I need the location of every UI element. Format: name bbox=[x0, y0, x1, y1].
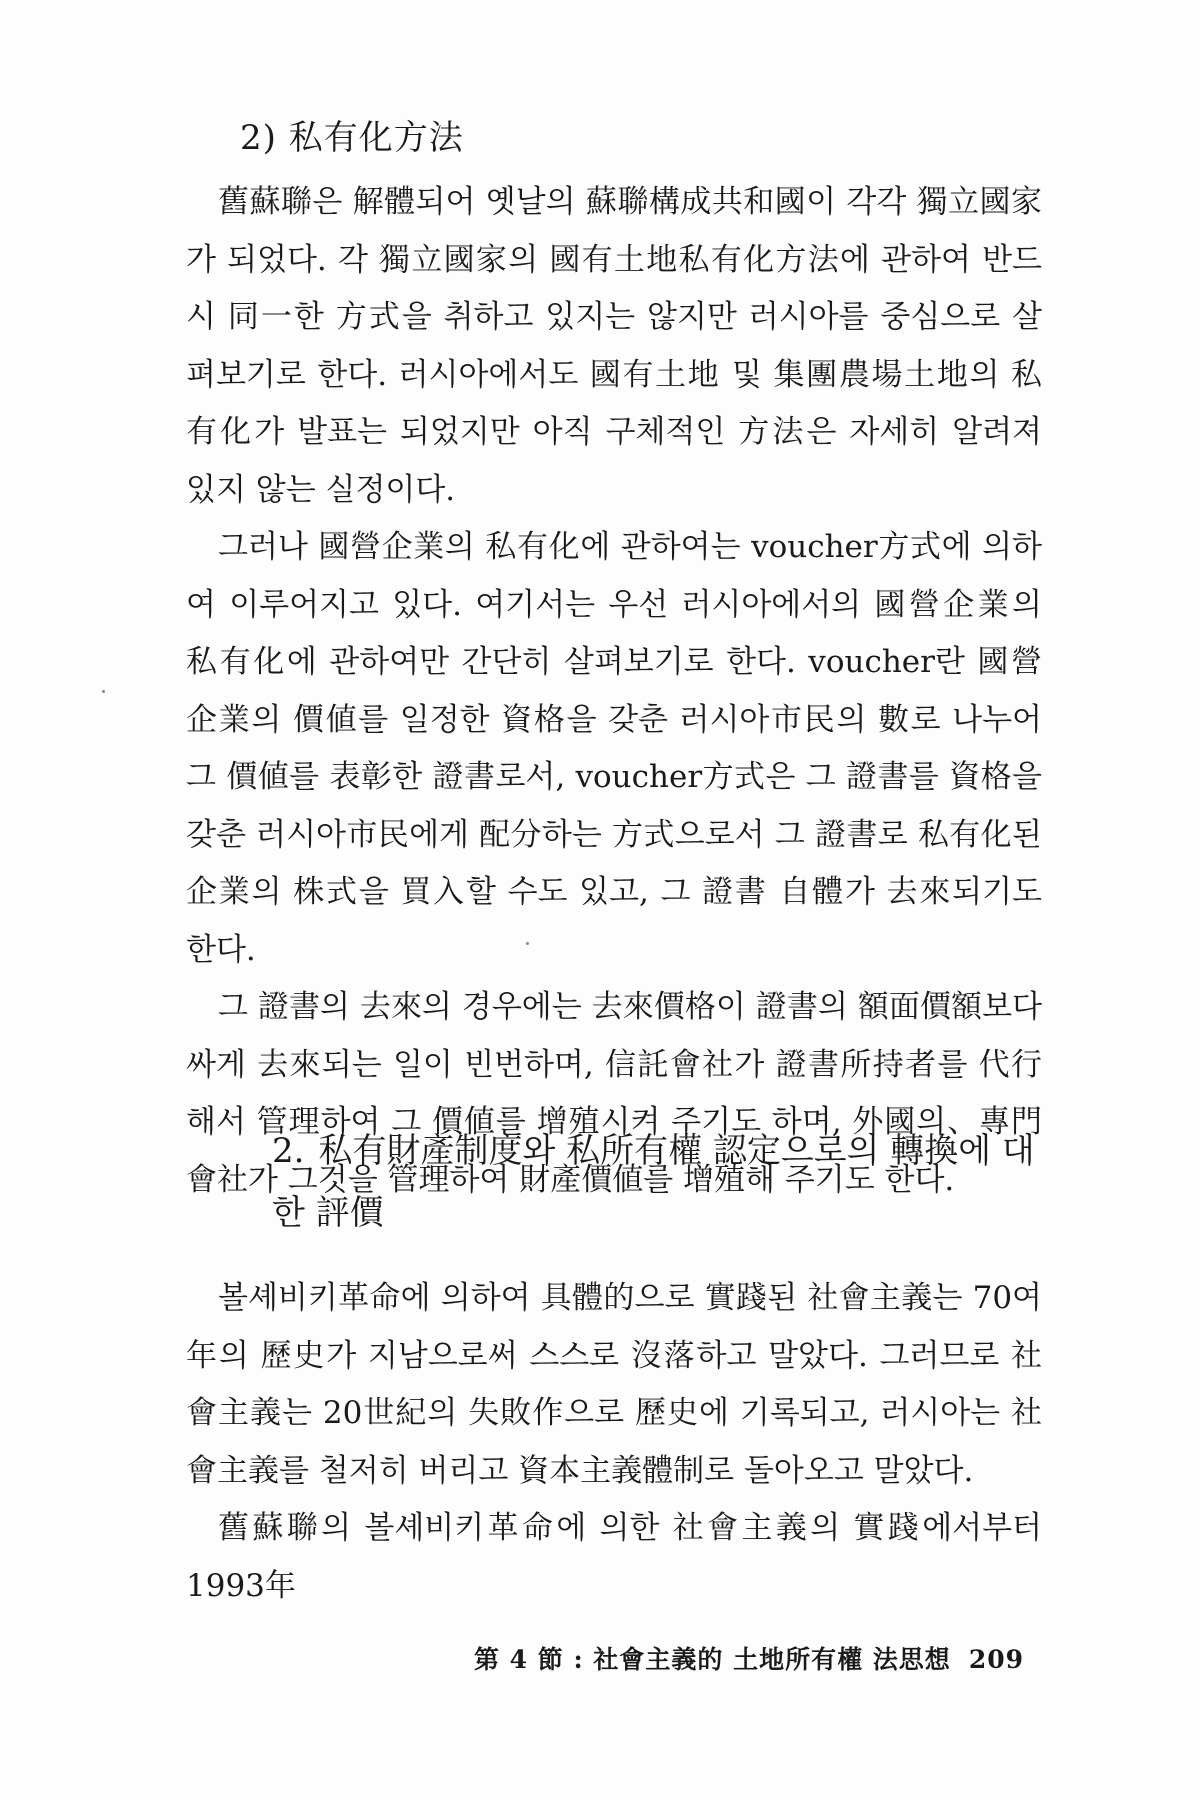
section-heading bbox=[272, 1120, 1052, 1244]
body-text-block bbox=[186, 1270, 1042, 1615]
subsection-heading: 2) 私有化方法 bbox=[240, 118, 464, 158]
paragraph: 舊蘇聯은 解體되어 옛날의 蘇聯構成共和國이 각각 獨立國家가 되었다. 각 獨立國家의 國有土地私有化方法에 관하여 반드시 同一한 方式을 취하고 있지는 않지만 러시아를 중심으로 살펴보기로 한다. 러시아에서도 國有土地 및 集團農場土地의 私有化가 발표는 되었지만 아직 구체적인 方法은 자세히 알려져 있지 않는 실정이다. bbox=[186, 184, 1042, 508]
page-footer bbox=[474, 1640, 1024, 1676]
paragraph: 舊蘇聯의 볼셰비키革命에 의한 社會主義의 實踐에서부터 1993年 bbox=[186, 1510, 1042, 1604]
section-number: 2. bbox=[272, 1131, 305, 1171]
running-title: 第 4 節 : 社會主義的 土地所有權 法思想 bbox=[473, 1645, 951, 1674]
paragraph: 그 證書의 去來의 경우에는 去來價格이 證書의 額面價額보다 싸게 去來되는 일이 빈번하며, 信託會社가 證書所持者를 代行해서 管理하여 그 價値를 增殖시켜 주기도 하며, 外國의、專門會社가 그것을 管理하여 財產價値를 增殖해 주기도 한다. bbox=[186, 989, 1042, 1198]
paragraph: 볼셰비키革命에 의하여 具體的으로 實踐된 社會主義는 70여年의 歷史가 지남으로써 스스로 沒落하고 말았다. 그러므로 社會主義는 20世紀의 失敗作으로 歷史에 기록되고, 러시아는 社會主義를 철저히 버리고 資本主義體制로 돌아오고 말았다. bbox=[186, 1280, 1042, 1489]
paragraph: 그러나 國營企業의 私有化에 관하여는 voucher方式에 의하여 이루어지고 있다. 여기서는 우선 러시아에서의 國營企業의 私有化에 관하여만 간단히 살펴보기로 한다. voucher란 國營企業의 價値를 일정한 資格을 갖춘 러시아市民의 數로 나누어 그 價値를 表彰한 證書로서, voucher方式은 그 證書를 資格을 갖춘 러시아市民에게 配分하는 方式으로서 그 證書로 私有化된 企業의 株式을 買入할 수도 있고, 그 證書 自體가 去來되기도 한다. bbox=[186, 529, 1042, 968]
body-text-block bbox=[186, 174, 1042, 1209]
scan-speck bbox=[102, 690, 105, 693]
page-number: 209 bbox=[968, 1645, 1024, 1674]
scan-speck bbox=[526, 942, 529, 945]
section-title: 私有財產制度와 私所有權 認定으로의 轉換에 대한 評價 bbox=[272, 1131, 1035, 1233]
